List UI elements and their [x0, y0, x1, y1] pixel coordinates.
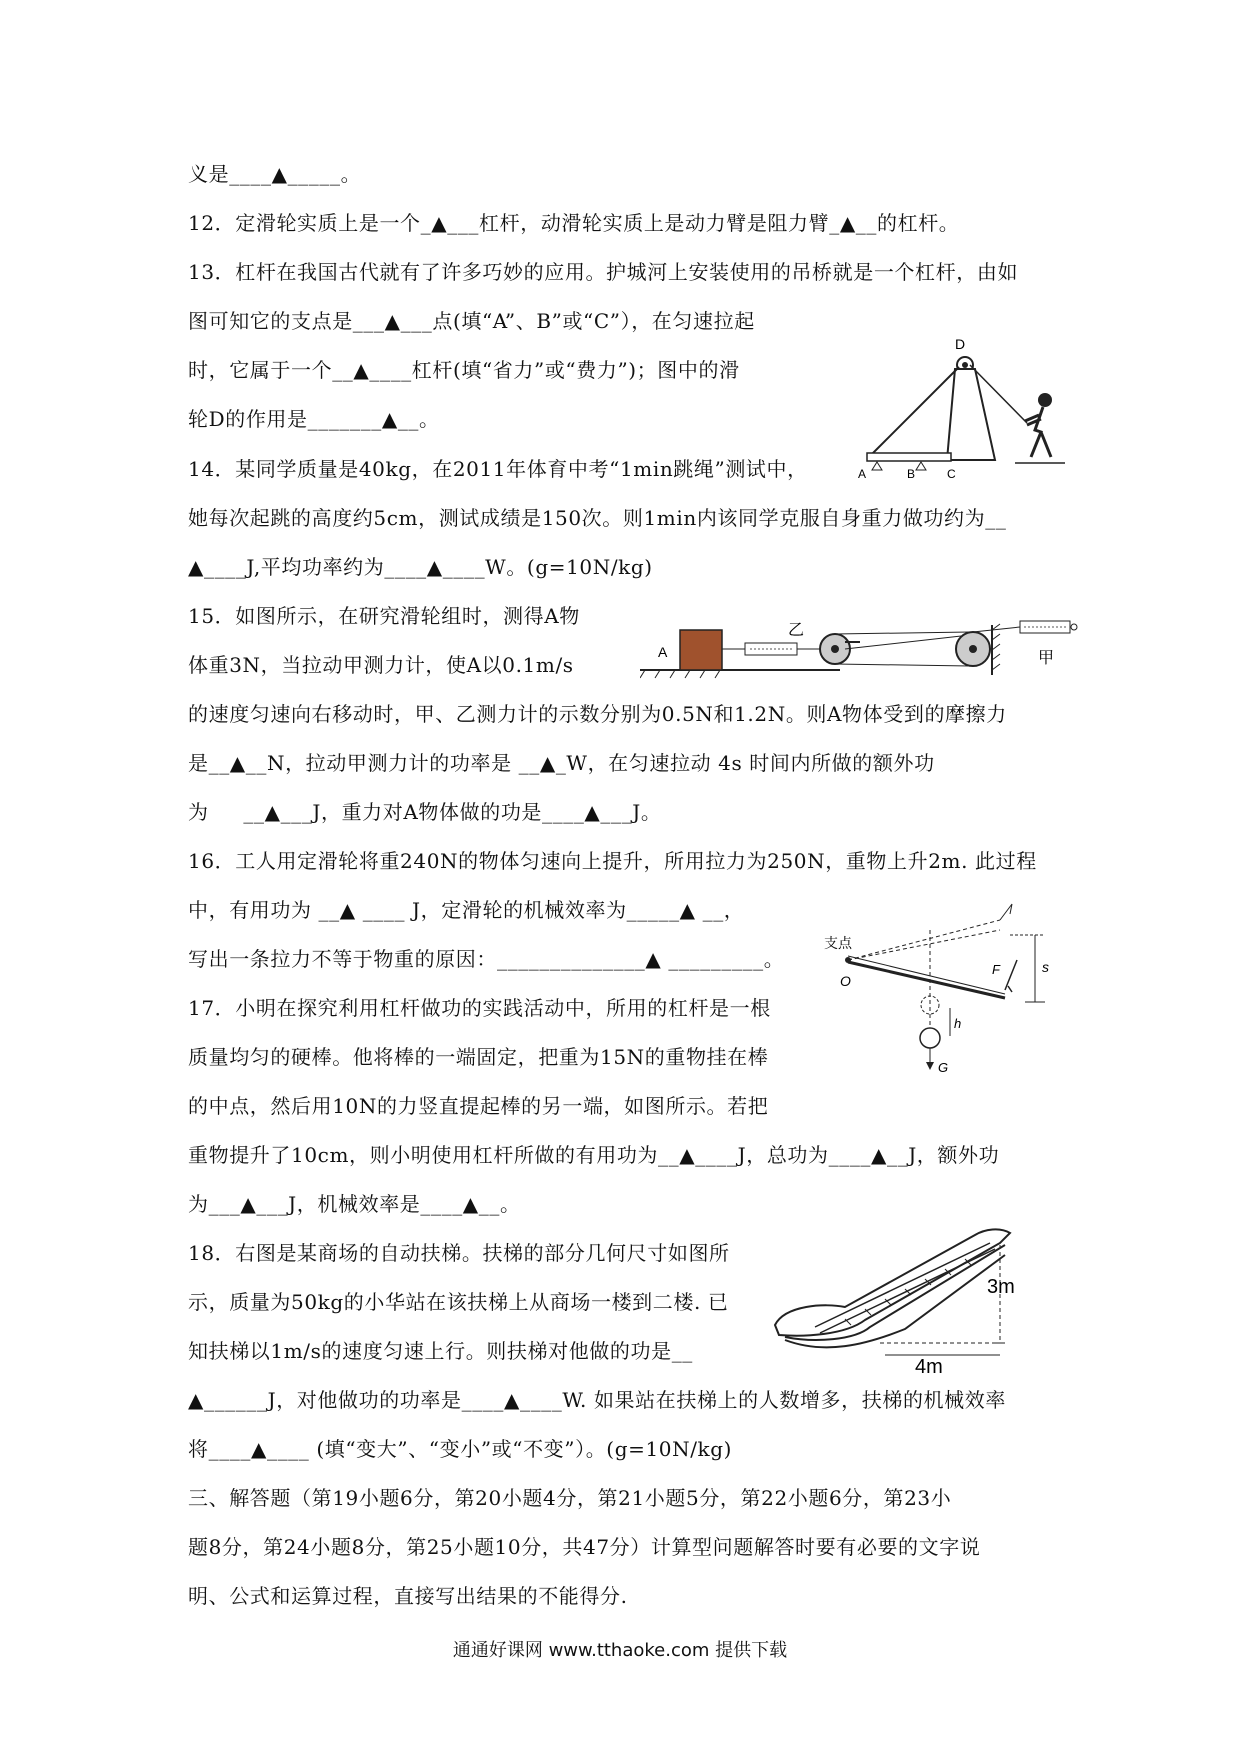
question-18-line-5: 将____▲____ (填“变大”、“变小”或“不变”）。(g=10N/kg): [188, 1437, 733, 1461]
question-15-line-2: 体重3N，当拉动甲测力计，使A以0.1m/s: [188, 653, 574, 677]
question-14-line-1: 14．某同学质量是40kg，在2011年体育中考“1min跳绳”测试中，: [188, 457, 808, 481]
question-16-line-3: 写出一条拉力不等于物重的原因：______________▲ _________。: [188, 947, 785, 971]
question-17-line-4: 重物提升了10cm，则小明使用杠杆所做的有用功为__▲____J，总功为____▲__J，额外功: [188, 1143, 1000, 1167]
question-18-line-3: 知扶梯以1m/s的速度匀速上行。则扶梯对他做的功是__: [188, 1339, 693, 1363]
question-14-line-3: ▲____J,平均功率约为____▲____W。(g=10N/kg): [188, 555, 653, 579]
label-a: A: [658, 644, 668, 660]
question-12: 12．定滑轮实质上是一个_▲___杠杆，动滑轮实质上是动力臂是阻力臂_▲__的杠杆。: [188, 211, 960, 235]
label-pivot: 支点: [824, 935, 852, 951]
question-13-line-2: 图可知它的支点是___▲___点(填“A”、B”或“C”），在匀速拉起: [188, 309, 755, 333]
label-yi: 乙: [788, 622, 805, 639]
question-15-line-3: 的速度匀速向右移动时，甲、乙测力计的示数分别为0.5N和1.2N。则A物体受到的摩擦力: [188, 702, 1007, 726]
text-line-11-end: 义是____▲_____。: [188, 162, 362, 186]
question-17-line-5: 为___▲___J，机械效率是____▲__。: [188, 1192, 521, 1216]
label-o: O: [840, 973, 851, 989]
question-18-line-1: 18．右图是某商场的自动扶梯。扶梯的部分几何尺寸如图所: [188, 1241, 730, 1265]
drawbridge-figure: [855, 335, 1075, 485]
label-jia: 甲: [1038, 650, 1055, 667]
pulley-system-figure: [640, 605, 1080, 680]
label-f: F: [992, 962, 1000, 977]
question-18-line-4: ▲______J，对他做功的功率是____▲____W. 如果站在扶梯上的人数增多，扶梯的机械效率: [188, 1388, 1006, 1412]
section-3-line-2: 题8分，第24小题8分，第25小题10分，共47分）计算型问题解答时要有必要的文字说: [188, 1535, 981, 1559]
label-c: C: [947, 467, 956, 481]
question-16-line-1: 16．工人用定滑轮将重240N的物体匀速向上提升，所用拉力为250N，重物上升2m. 此过程: [188, 849, 1037, 873]
section-3-line-1: 三、解答题（第19小题6分，第20小题4分，第21小题5分，第22小题6分，第23小: [188, 1486, 952, 1510]
question-14-line-2: 她每次起跳的高度约5cm，测试成绩是150次。则1min内该同学克服自身重力做功约为__: [188, 506, 1007, 530]
question-13-line-3: 时，它属于一个__▲____杠杆(填“省力”或“费力”)；图中的滑: [188, 358, 740, 382]
label-a: A: [858, 467, 867, 481]
question-17-line-2: 质量均匀的硬棒。他将棒的一端固定，把重为15N的重物挂在棒: [188, 1045, 769, 1069]
question-18-line-2: 示，质量为50kg的小华站在该扶梯上从商场一楼到二楼. 已: [188, 1290, 729, 1314]
label-s: s: [1042, 959, 1049, 975]
question-15-line-5: 为 __▲___J，重力对A物体做的功是____▲___J。: [188, 800, 662, 824]
label-d: D: [955, 336, 966, 352]
lever-figure: [820, 890, 1070, 1090]
label-height: 3m: [987, 1276, 1015, 1298]
label-width: 4m: [915, 1356, 943, 1375]
question-15-line-4: 是__▲__N，拉动甲测力计的功率是 __▲_W，在匀速拉动 4s 时间内所做的额外功: [188, 751, 935, 775]
label-g: G: [938, 1060, 949, 1075]
question-17-line-1: 17．小明在探究利用杠杆做功的实践活动中，所用的杠杆是一根: [188, 996, 771, 1020]
label-b: B: [907, 467, 916, 481]
escalator-figure: [765, 1225, 1050, 1375]
question-15-line-1: 15．如图所示，在研究滑轮组时，测得A物: [188, 604, 580, 628]
page-footer: 通通好课网 www.tthaoke.com 提供下载: [452, 1640, 788, 1661]
section-3-line-3: 明、公式和运算过程，直接写出结果的不能得分.: [188, 1584, 628, 1608]
label-h: h: [954, 1016, 962, 1031]
question-13-line-4: 轮D的作用是_______▲__。: [188, 407, 440, 431]
question-16-line-2: 中，有用功为 __▲ ____ J，定滑轮的机械效率为_____▲ __，: [188, 898, 745, 922]
question-13-line-1: 13．杠杆在我国古代就有了许多巧妙的应用。护城河上安装使用的吊桥就是一个杠杆，由如: [188, 260, 1019, 284]
question-17-line-3: 的中点，然后用10N的力竖直提起棒的另一端，如图所示。若把: [188, 1094, 769, 1118]
